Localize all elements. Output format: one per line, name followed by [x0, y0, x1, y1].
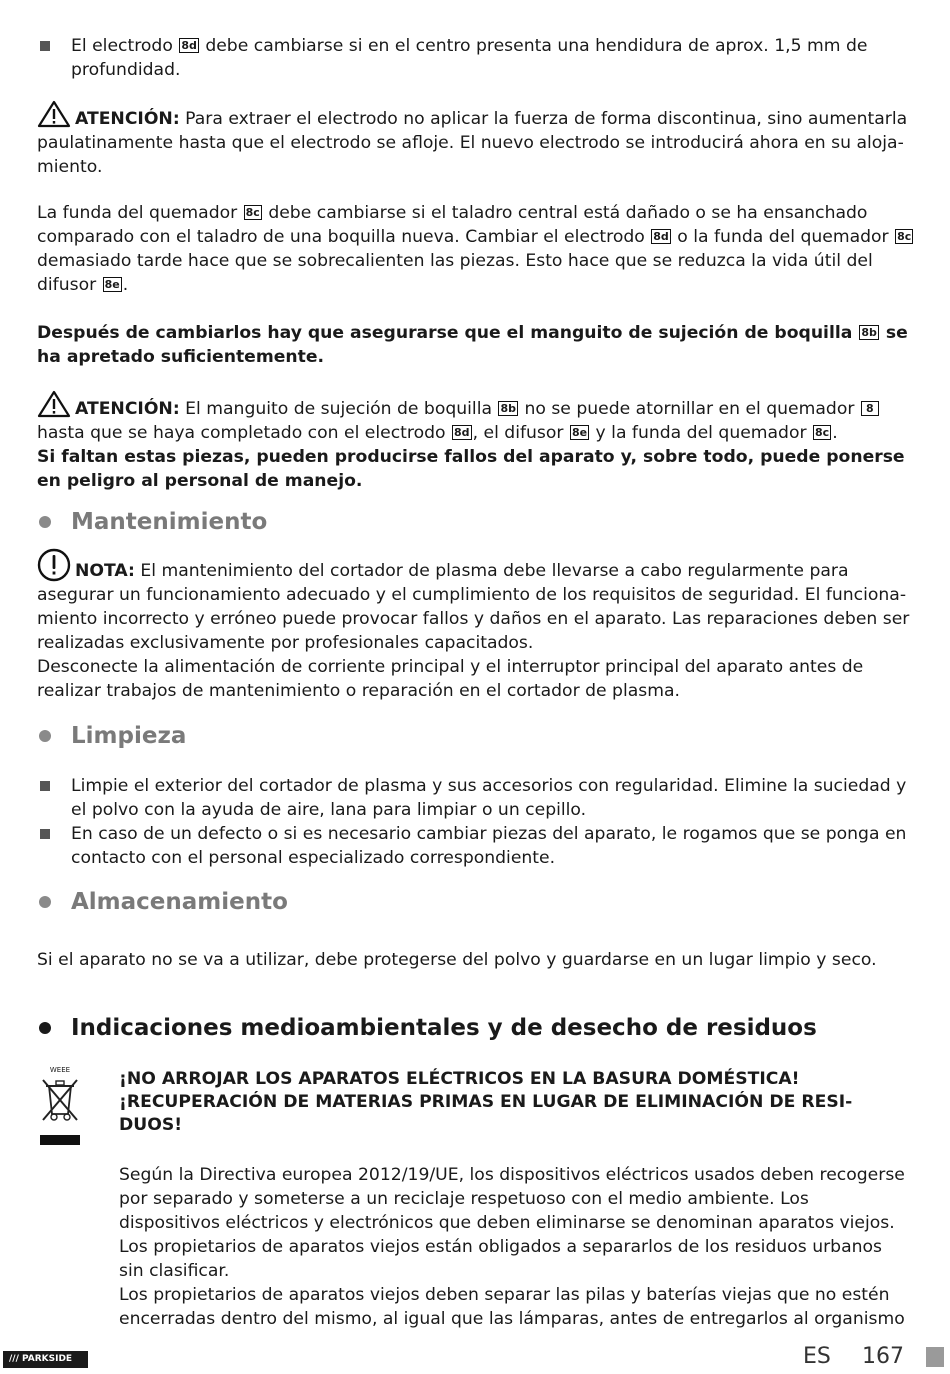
- bullet-electrode: El electrodo 8d debe cambiarse si en el centro presenta una hendidura de aprox. 1,5 mm de profundidad.: [37, 34, 917, 82]
- ref-8d: 8d: [454, 426, 470, 439]
- bullet-square-icon: [40, 829, 50, 839]
- heading-storage: Almacenamiento: [71, 889, 288, 915]
- heading-bullet-icon: [39, 516, 51, 528]
- ref-8e: 8e: [104, 278, 120, 291]
- ref-8d: 8d: [653, 230, 669, 243]
- page-number: 167: [862, 1344, 904, 1369]
- heading-cleaning: Limpieza: [71, 723, 187, 749]
- parkside-logo: /// PARKSIDE: [3, 1351, 88, 1368]
- ref-8: 8: [861, 401, 879, 416]
- warning-bold-text: Si faltan estas piezas, pueden producirse fallos del aparato y, sobre todo, puede ponerse en peligro al personal de manejo.: [37, 447, 905, 491]
- directive-paragraph: Según la Directiva europea 2012/19/UE, los dispositivos eléctricos usados deben recogerse por separado y someterse a un reciclaje respetuoso con el medio ambiente. Los dispositivos eléctricos y electrónicos que deben eliminarse se denominan aparatos viejos. Los propietarios de aparatos viejos están obligados a separarlos de los residuos urbanos sin clasificar. Los propietarios de aparatos viejos deben separar las pilas y baterías viejas que no estén encerradas dentro del mismo, al igual que las lámparas, antes de entregarlos al organismo: [119, 1165, 905, 1329]
- note-paragraph-2: Desconecte la alimentación de corriente principal y el interruptor principal del aparato antes de realizar trabajos de mantenimiento o reparación en el cortador de plasma.: [37, 657, 864, 701]
- bold-instruction: Después de cambiarlos hay que asegurarse que el manguito de sujeción de boquilla 8b se ha apretado suficientemente.: [37, 323, 908, 367]
- warning-paragraph-1: ATENCIÓN: Para extraer el electrodo no aplicar la fuerza de forma discontinua, sino aumentarla paulatinamente hasta que el electrodo se afloje. El nuevo electrodo se introducirá ahora en su aloja-miento.: [37, 100, 917, 179]
- warning-triangle-icon: [37, 390, 71, 418]
- heading-maintenance: Mantenimiento: [71, 509, 268, 535]
- bullet-square-icon: [40, 781, 50, 791]
- note-exclamation-icon: [37, 548, 71, 582]
- bullet-cleaning-1: Limpie el exterior del cortador de plasma y sus accesorios con regularidad. Elimine la suciedad y el polvo con la ayuda de aire, lana para limpiar o un cepillo.: [37, 774, 917, 822]
- page-tab-marker: [926, 1347, 944, 1367]
- heading-environment: Indicaciones medioambientales y de desecho de residuos: [71, 1015, 817, 1041]
- page-language: ES: [803, 1344, 831, 1369]
- ref-8b: 8b: [500, 402, 517, 415]
- warning-triangle-icon: [37, 100, 71, 128]
- burner-sleeve-paragraph: La funda del quemador 8c debe cambiarse si el taladro central está dañado o se ha ensanchado comparado con el taladro de una boquilla nueva. Cambiar el electrodo 8d o la funda del quemador 8c demasiado tarde hace que se sobrecalienten las piezas. Esto hace que se reduzca la vida útil del difusor 8e .: [37, 203, 912, 295]
- ref-8b: 8b: [861, 326, 877, 339]
- storage-paragraph: Si el aparato no se va a utilizar, debe protegerse del polvo y guardarse en un lugar limpio y seco.: [37, 950, 877, 970]
- ref-8c: 8c: [897, 230, 912, 243]
- heading-bullet-icon: [39, 1022, 51, 1034]
- warning-paragraph-2: ATENCIÓN: El manguito de sujeción de boquilla 8b no se puede atornillar en el quemador 8 hasta que se haya completado con el electrodo 8d , el difusor 8e y la funda del quemador 8c . Si faltan estas piezas, pueden producirse fallos del aparato y, sobre todo, puede ponerse en peligro al personal de manejo.: [37, 390, 917, 493]
- ref-8d: 8d: [181, 39, 197, 52]
- ref-8c: 8c: [815, 426, 830, 439]
- ref-8e: 8e: [571, 426, 588, 439]
- bullet-square-icon: [40, 41, 50, 51]
- weee-bin-icon: WEEE: [37, 1066, 87, 1146]
- weee-warning: ¡NO ARROJAR LOS APARATOS ELÉCTRICOS EN LA BASURA DOMÉSTICA! ¡RECUPERACIÓN DE MATERIAS PRIMAS EN LUGAR DE ELIMINACIÓN DE RESI-DUOS!: [119, 1069, 853, 1135]
- ref-8c: 8c: [245, 206, 260, 219]
- heading-bullet-icon: [39, 730, 51, 742]
- heading-bullet-icon: [39, 896, 51, 908]
- bullet-cleaning-2: En caso de un defecto o si es necesario cambiar piezas del aparato, le rogamos que se ponga en contacto con el personal especializado correspondiente.: [37, 822, 917, 870]
- note-paragraph: NOTA: El mantenimiento del cortador de plasma debe llevarse a cabo regularmente para asegurar un funcionamiento adecuado y el cumplimiento de los requisitos de seguridad. El funciona-miento incorrecto y erróneo puede provocar fallos y daños en el aparato. Las reparaciones deben ser realizadas exclusivamente por profesionales capacitados. Desconecte la alimentación de corriente principal y el interruptor principal del aparato antes de realizar trabajos de mantenimiento o reparación en el cortador de plasma.: [37, 548, 917, 703]
